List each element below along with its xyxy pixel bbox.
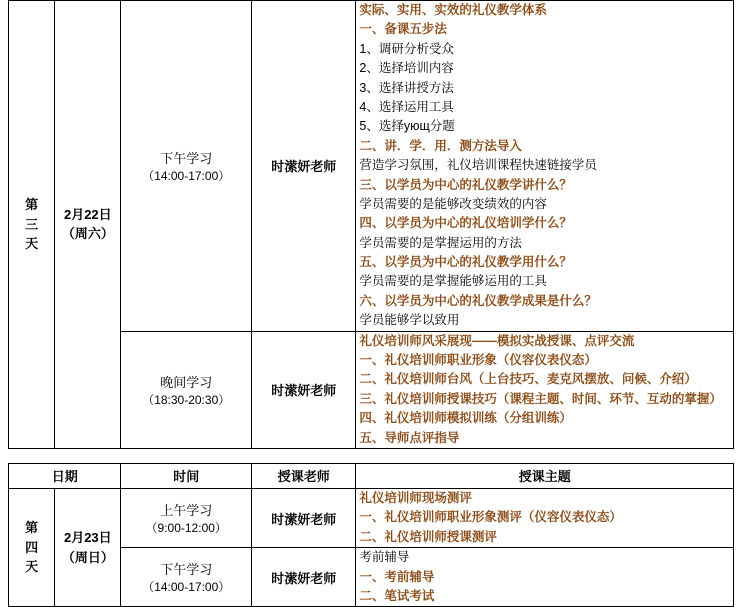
day-char-3: 天 bbox=[25, 559, 39, 575]
date-line-1: 2月22日 bbox=[63, 206, 112, 222]
time-cell-morning-4 bbox=[121, 488, 252, 547]
topic-list-afternoon-4 bbox=[356, 548, 733, 606]
schedule-table-day4 bbox=[8, 463, 734, 607]
table-gap bbox=[0, 449, 750, 463]
topic-line: 六、以学员为中心的礼仪教学成果是什么？ bbox=[359, 293, 597, 308]
topic-line: 2、选择培训内容 bbox=[359, 61, 454, 76]
topic-line: 二、礼仪培训师台风（上台技巧、麦克风摆放、问候、介绍） bbox=[359, 372, 697, 387]
topic-line: 实际、实用、实效的礼仪教学体系 bbox=[359, 3, 547, 17]
date-line-2: （周日） bbox=[61, 549, 114, 565]
topic-line: 三、以学员为中心的礼仪教学讲什么？ bbox=[359, 177, 572, 192]
schedule-table-day3 bbox=[8, 0, 734, 449]
time-cell-afternoon-4 bbox=[121, 548, 252, 607]
topic-line: 5、选择ующ分题 bbox=[359, 119, 455, 134]
time-main: 下午学习 bbox=[160, 150, 213, 166]
topic-cell-morning-4 bbox=[356, 488, 734, 547]
topic-line: 3、选择讲授方法 bbox=[359, 80, 454, 95]
topic-cell-afternoon-3 bbox=[356, 1, 734, 332]
teacher-name: 时潆妍老师 bbox=[271, 570, 337, 586]
topic-line: 一、礼仪培训师职业形象（仪容仪表仪态） bbox=[359, 353, 597, 368]
topic-line: 礼仪培训师风采展现——模拟实战授课、点评交流 bbox=[359, 333, 635, 348]
time-main: 上午学习 bbox=[160, 503, 213, 519]
topic-line: 一、备课五步法 bbox=[359, 22, 447, 37]
day-char-2: 四 bbox=[25, 539, 39, 555]
topic-line: 学员能够学以致用 bbox=[359, 313, 460, 328]
teacher-name: 时潆妍老师 bbox=[271, 383, 337, 399]
day-char-2: 三 bbox=[25, 216, 39, 232]
teacher-cell-morning-4 bbox=[252, 488, 356, 547]
header-topic: 授课主题 bbox=[356, 463, 734, 488]
topic-line: 营造学习氛围，礼仪培训课程快速链接学员 bbox=[359, 158, 597, 173]
date-line-1: 2月23日 bbox=[63, 530, 112, 546]
teacher-cell-afternoon-4 bbox=[252, 548, 356, 607]
teacher-cell-evening-3 bbox=[251, 331, 355, 448]
teacher-name: 时潆妍老师 bbox=[271, 511, 337, 527]
topic-line: 五、导师点评指导 bbox=[359, 430, 460, 445]
topic-line: 学员需要的是能够改变绩效的内容 bbox=[359, 196, 547, 211]
topic-line: 四、以学员为中心的礼仪培训学什么？ bbox=[359, 216, 572, 231]
teacher-cell-afternoon-3 bbox=[251, 1, 355, 332]
time-main: 晚间学习 bbox=[160, 374, 213, 390]
day-char-1: 第 bbox=[25, 520, 39, 536]
topic-line: 四、礼仪培训师模拟训练（分组训练） bbox=[359, 411, 572, 426]
topic-line: 一、考前辅导 bbox=[359, 569, 435, 584]
day-char-1: 第 bbox=[25, 197, 39, 213]
time-cell-evening-3 bbox=[121, 331, 252, 448]
header-date: 日期 bbox=[9, 463, 121, 488]
topic-list-evening-3 bbox=[356, 332, 733, 448]
time-range: （9:00-12:00） bbox=[145, 521, 227, 536]
topic-line: 4、选择运用工具 bbox=[359, 99, 454, 114]
time-cell-afternoon-3 bbox=[121, 1, 252, 332]
topic-line: 五、以学员为中心的礼仪教学用什么？ bbox=[359, 255, 572, 270]
topic-line: 二、笔试考试 bbox=[359, 588, 435, 603]
topic-list-afternoon-3 bbox=[356, 1, 733, 331]
time-range: （14:00-17:00） bbox=[142, 168, 231, 183]
topic-list-morning-4 bbox=[356, 489, 733, 547]
topic-line: 三、礼仪培训师授课技巧（课程主题、时间、环节、互动的掌握） bbox=[359, 391, 722, 406]
topic-cell-afternoon-4 bbox=[356, 548, 734, 607]
date-cell-4 bbox=[55, 488, 121, 606]
time-range: （14:00-17:00） bbox=[142, 580, 231, 595]
topic-line: 礼仪培训师现场测评 bbox=[359, 490, 472, 505]
table-header-row bbox=[9, 463, 734, 488]
topic-line: 考前辅导 bbox=[359, 550, 410, 565]
topic-line: 学员需要的是掌握能够运用的工具 bbox=[359, 274, 547, 289]
table-row bbox=[9, 488, 734, 547]
date-line-2: （周六） bbox=[61, 226, 114, 242]
topic-cell-evening-3 bbox=[356, 331, 734, 448]
time-main: 下午学习 bbox=[160, 562, 213, 578]
topic-line: 二、礼仪培训师授课测评 bbox=[359, 529, 497, 544]
date-cell-3 bbox=[55, 1, 121, 449]
teacher-name: 时潆妍老师 bbox=[271, 159, 337, 175]
day-cell-3 bbox=[9, 1, 55, 449]
day-char-3: 天 bbox=[25, 236, 39, 252]
day-cell-4 bbox=[9, 488, 55, 606]
table-row bbox=[9, 1, 734, 332]
header-time: 时间 bbox=[121, 463, 252, 488]
header-teacher: 授课老师 bbox=[252, 463, 356, 488]
topic-line: 二、讲．学．用．测方法导入 bbox=[359, 138, 522, 153]
time-range: （18:30-20:30） bbox=[142, 392, 231, 407]
topic-line: 学员需要的是掌握运用的方法 bbox=[359, 235, 522, 250]
topic-line: 一、礼仪培训师职业形象测评（仪容仪表仪态） bbox=[359, 510, 622, 525]
topic-line: 1、调研分析受众 bbox=[359, 41, 454, 56]
